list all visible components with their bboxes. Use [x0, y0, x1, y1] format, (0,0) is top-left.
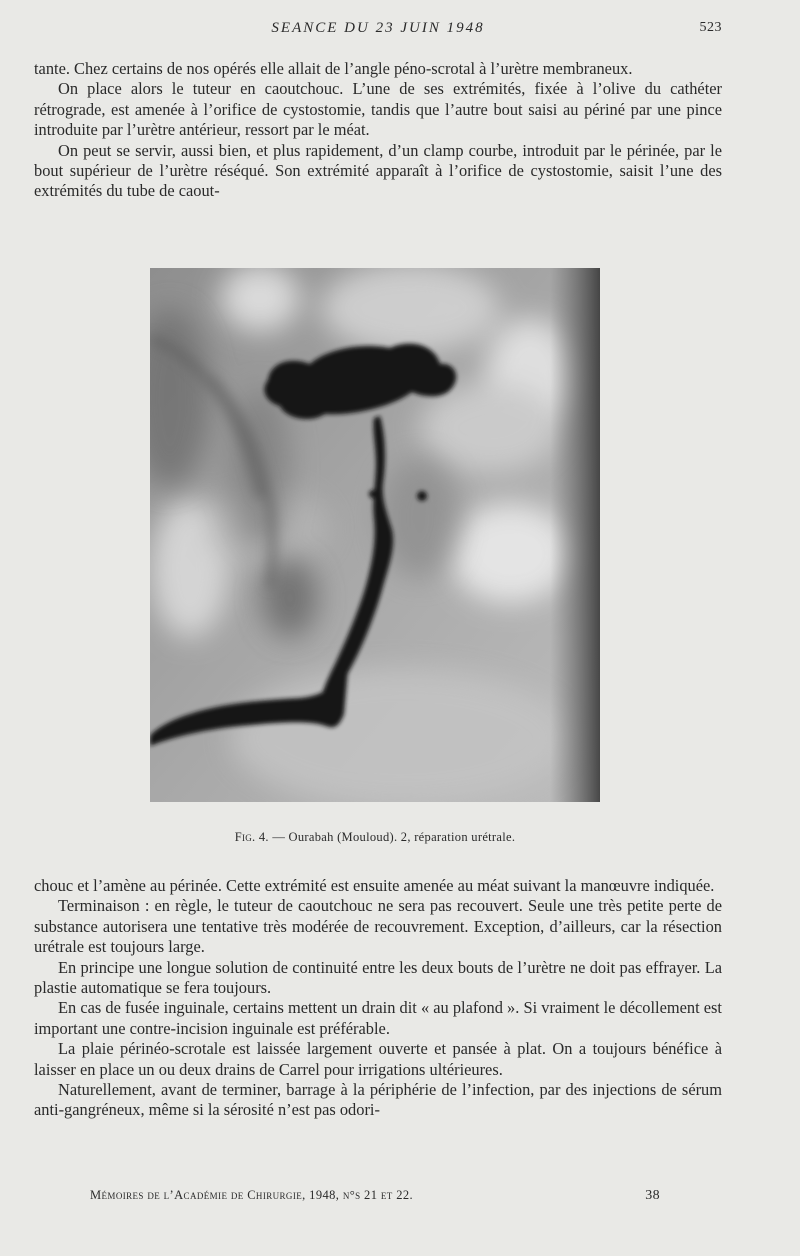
- body-text-bottom: [34, 876, 722, 1121]
- paragraph: On place alors le tuteur en caoutchouc. L’une de ses extrémités, fixée à l’olive du cathéter rétrograde, est amenée à l’orifice de cystostomie, tandis que l’autre bout saisi au périné par une pince introduite par l’urètre antérieur, ressort par le méat.: [34, 79, 722, 140]
- paragraph: Naturellement, avant de terminer, barrage à la périphérie de l’infection, par des injections de sérum anti-gangréneux, même si la sérosité n’est pas odori-: [34, 1080, 722, 1120]
- paragraph: On peut se servir, aussi bien, et plus rapidement, d’un clamp courbe, introduit par le périnée, par le bout supérieur de l’urètre réséqué. Son extrémité apparaît à l’orifice de cystostomie, saisit l’une des extrémités du tube de caout-: [34, 140, 722, 201]
- signature-mark: 38: [645, 1188, 660, 1203]
- paragraph: tante. Chez certains de nos opérés elle allait de l’angle péno-scrotal à l’urètre membraneux.: [34, 59, 633, 78]
- journal-reference: Mémoires de l’Académie de Chirurgie, 1948, n°s 21 et 22.: [90, 1188, 414, 1202]
- body-text-top: [34, 59, 722, 202]
- paragraph: Terminaison : en règle, le tuteur de caoutchouc ne sera pas recouvert. Seule une très petite perte de substance autorisera une tentative très modérée de recouvrement. Exception, d’ailleurs, car la résection urétrale est toujours large.: [34, 896, 722, 957]
- radiograph-image: [150, 268, 600, 802]
- paragraph: En principe une longue solution de continuité entre les deux bouts de l’urètre ne doit pas effrayer. La plastie automatique se fera toujours.: [34, 957, 722, 998]
- radiograph-figure: [150, 268, 600, 802]
- paragraph: chouc et l’amène au périnée. Cette extrémité est ensuite amenée au méat suivant la manœuvre indiquée.: [34, 876, 715, 895]
- page-number: 523: [699, 20, 722, 35]
- figure-label: Fig. 4.: [234, 830, 269, 844]
- page-footer: [90, 1188, 660, 1203]
- paragraph: En cas de fusée inguinale, certains mettent un drain dit « au plafond ». Si vraiment le décollement est important une contre-incision inguinale est préférable.: [34, 998, 722, 1038]
- figure-caption-text: — Ourabah (Mouloud). 2, réparation urétrale.: [272, 830, 516, 844]
- paragraph: La plaie périnéo-scrotale est laissée largement ouverte et pansée à plat. On a toujours bénéfice à laisser en place un ou deux drains de Carrel pour irrigations ultérieures.: [34, 1039, 722, 1079]
- figure-caption: [150, 830, 600, 845]
- running-head: [34, 20, 722, 42]
- running-head-title: SEANCE DU 23 JUIN 1948: [271, 20, 485, 36]
